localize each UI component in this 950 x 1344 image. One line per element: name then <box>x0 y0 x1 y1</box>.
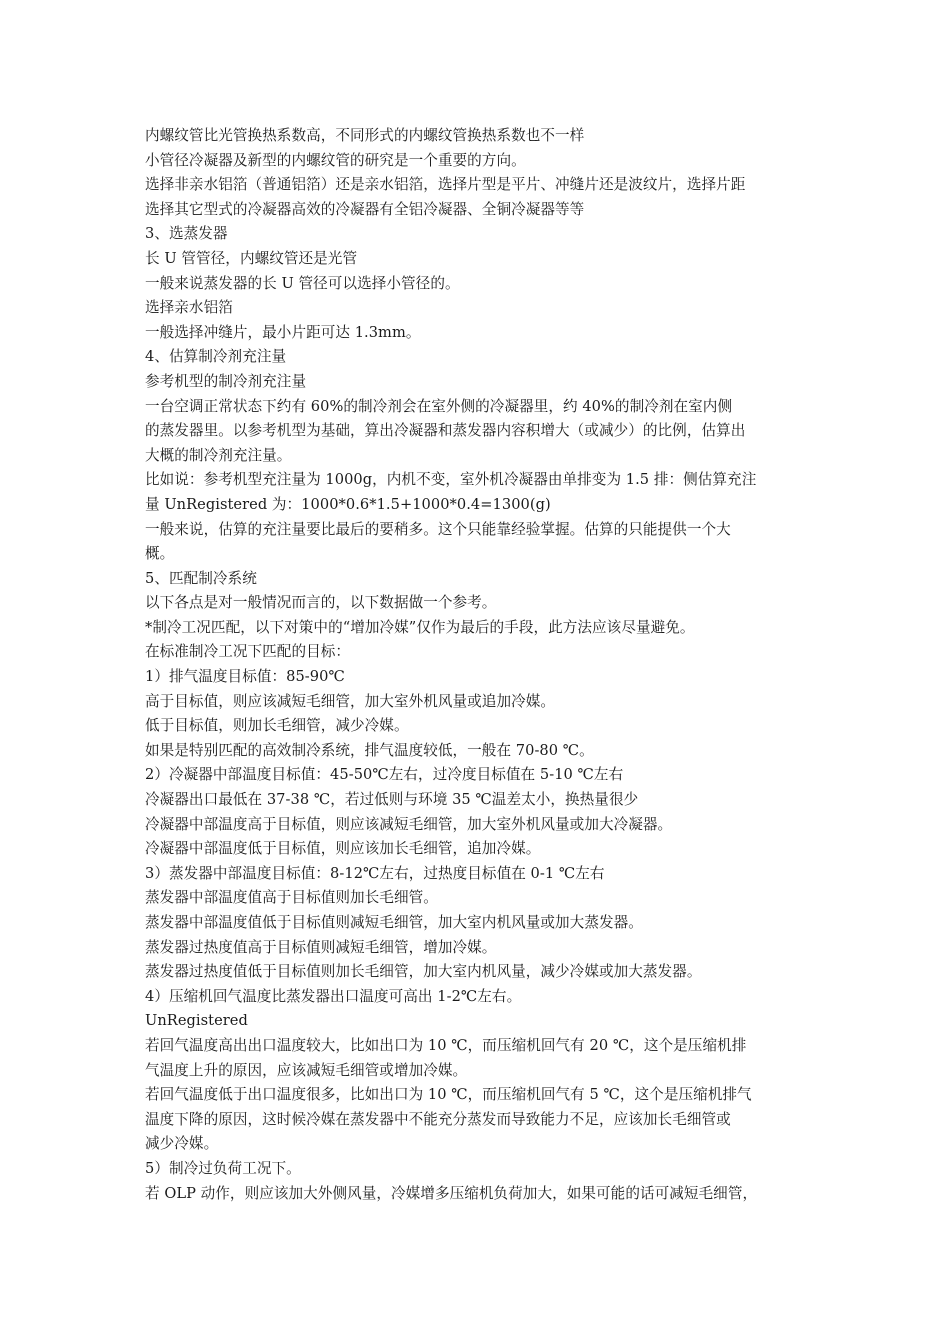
text-line: 3）蒸发器中部温度目标值：8-12℃左右，过热度目标值在 0-1 ℃左右 <box>145 864 605 882</box>
text-line: 4、估算制冷剂充注量 <box>145 348 287 366</box>
text-line: 一般选择冲缝片，最小片距可达 1.3mm。 <box>145 323 421 341</box>
text-line: 温度下降的原因，这时候冷媒在蒸发器中不能充分蒸发而导致能力不足，应该加长毛细管或 <box>145 1110 731 1128</box>
text-line: 比如说：参考机型充注量为 1000g，内机不变，室外机冷凝器由单排变为 1.5 排：侧估算充注 <box>145 471 757 489</box>
text-line: 小管径冷凝器及新型的内螺纹管的研究是一个重要的方向。 <box>145 151 526 169</box>
text-line: 1）排气温度目标值：85-90℃ <box>145 668 345 686</box>
text-line: 气温度上升的原因，应该减短毛细管或增加冷媒。 <box>145 1061 468 1079</box>
text-line: 大概的制冷剂充注量。 <box>145 446 292 464</box>
text-line: 如果是特别匹配的高效制冷系统，排气温度较低，一般在 70-80 ℃。 <box>145 741 594 759</box>
text-line: *制冷工况匹配，以下对策中的“增加冷媒”仅作为最后的手段，此方法应该尽量避免。 <box>145 618 695 636</box>
text-line: 5、匹配制冷系统 <box>145 569 257 587</box>
text-line: 一般来说蒸发器的长 U 管径可以选择小管径的。 <box>145 274 460 292</box>
text-line: 3、选蒸发器 <box>145 225 228 243</box>
text-line: UnRegistered <box>145 1012 248 1030</box>
text-line: 选择非亲水铝箔（普通铝箔）还是亲水铝箔，选择片型是平片、冲缝片还是波纹片，选择片距 <box>145 176 746 194</box>
text-line: 选择亲水铝箔 <box>145 299 233 317</box>
text-line: 冷凝器出口最低在 37-38 ℃，若过低则与环境 35 ℃温差太小，换热量很少 <box>145 791 639 809</box>
text-line: 若回气温度低于出口温度很多，比如出口为 10 ℃，而压缩机回气有 5 ℃，这个是压缩机排气 <box>145 1086 752 1104</box>
text-line: 概。 <box>145 545 175 563</box>
text-line: 蒸发器中部温度值高于目标值则加长毛细管。 <box>145 889 438 907</box>
text-line: 以下各点是对一般情况而言的，以下数据做一个参考。 <box>145 594 497 612</box>
text-line: 5）制冷过负荷工况下。 <box>145 1159 301 1177</box>
text-line: 在标准制冷工况下匹配的目标： <box>145 643 351 661</box>
text-line: 冷凝器中部温度高于目标值，则应该减短毛细管，加大室外机风量或加大冷凝器。 <box>145 815 673 833</box>
text-line: 蒸发器中部温度值低于目标值则减短毛细管，加大室内机风量或加大蒸发器。 <box>145 914 643 931</box>
text-line: 冷凝器中部温度低于目标值，则应该加长毛细管，追加冷媒。 <box>145 840 541 858</box>
text-line: 选择其它型式的冷凝器高效的冷凝器有全铝冷凝器、全铜冷凝器等等 <box>145 200 585 218</box>
text-line: 长 U 管管径，内螺纹管还是光管 <box>145 249 358 267</box>
text-line: 蒸发器过热度值高于目标值则减短毛细管，增加冷媒。 <box>145 938 497 956</box>
text-line: 的蒸发器里。以参考机型为基础，算出冷凝器和蒸发器内容积增大（或减少）的比例，估算出 <box>145 422 746 440</box>
text-line: 参考机型的制冷剂充注量 <box>145 372 307 390</box>
text-line: 2）冷凝器中部温度目标值：45-50℃左右，过冷度目标值在 5-10 ℃左右 <box>145 766 624 784</box>
text-line: 蒸发器过热度值低于目标值则加长毛细管，加大室内机风量，减少冷媒或加大蒸发器。 <box>145 963 702 981</box>
text-line: 量 UnRegistered 为：1000*0.6*1.5+1000*0.4=1300(g) <box>145 495 551 513</box>
text-line: 若 OLP 动作，则应该加大外侧风量，冷媒增多压缩机负荷加大，如果可能的话可减短毛细管， <box>145 1184 758 1202</box>
text-line: 一般来说，估算的充注量要比最后的要稍多。这个只能靠经验掌握。估算的只能提供一个大 <box>145 520 731 538</box>
text-line: 一台空调正常状态下约有 60%的制冷剂会在室外侧的冷凝器里，约 40%的制冷剂在室内侧 <box>145 397 733 415</box>
text-line: 内螺纹管比光管换热系数高，不同形式的内螺纹管换热系数也不一样 <box>145 127 585 144</box>
text-line: 低于目标值，则加长毛细管，减少冷媒。 <box>145 717 409 735</box>
text-line: 减少冷媒。 <box>145 1135 219 1153</box>
text-line: 高于目标值，则应该减短毛细管，加大室外机风量或追加冷媒。 <box>145 692 556 710</box>
text-line: 若回气温度高出出口温度较大，比如出口为 10 ℃，而压缩机回气有 20 ℃，这个是压缩机排 <box>145 1036 747 1054</box>
document-body <box>145 124 825 1206</box>
text-line: 4）压缩机回气温度比蒸发器出口温度可高出 1-2℃左右。 <box>145 987 522 1005</box>
